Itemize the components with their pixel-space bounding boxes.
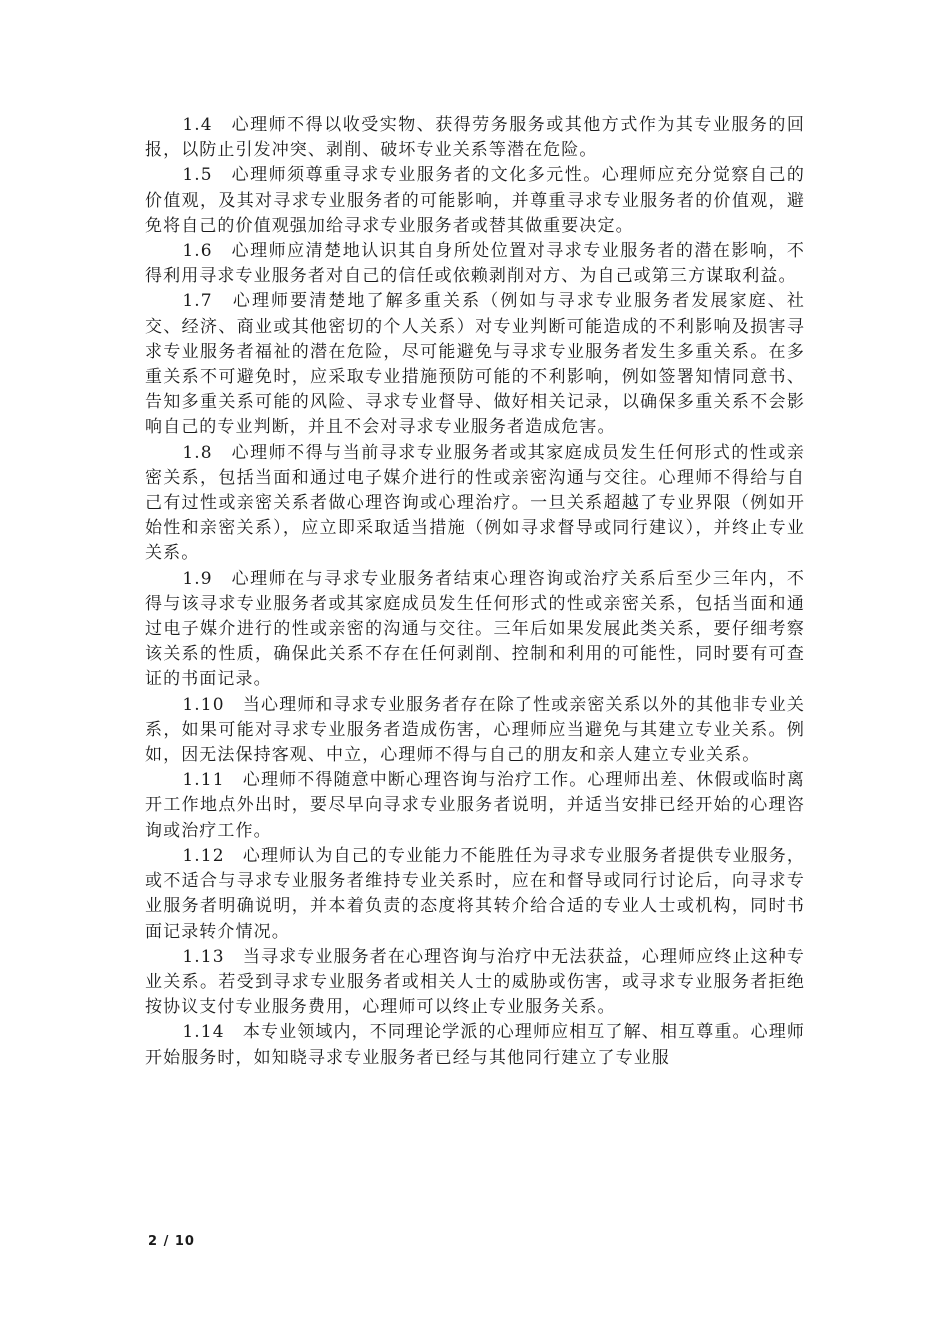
paragraph-1-9: 1.9 心理师在与寻求专业服务者结束心理咨询或治疗关系后至少三年内，不得与该寻求专业服务者或其家庭成员发生任何形式的性或亲密关系，包括当面和通过电子媒介进行的性或亲密的沟通与交往。三年后如果发展此类关系，要仔细考察该关系的性质，确保此关系不存在任何剥削、控制和利用的可能性，同时要有可查证的书面记录。 — [145, 568, 805, 690]
paragraph-1-14: 1.14 本专业领域内，不同理论学派的心理师应相互了解、相互尊重。心理师开始服务时，如知晓寻求专业服务者已经与其他同行建立了专业服 — [145, 1022, 805, 1068]
paragraph-1-12: 1.12 心理师认为自己的专业能力不能胜任为寻求专业服务者提供专业服务，或不适合与寻求专业服务者维持专业关系时，应在和督导或同行讨论后，向寻求专业服务者明确说明，并本着负责的态度将其转介给合适的专业人士或机构，同时书面记录转介情况。 — [145, 845, 805, 942]
paragraph-1-7: 1.7 心理师要清楚地了解多重关系（例如与寻求专业服务者发展家庭、社交、经济、商业或其他密切的个人关系）对专业判断可能造成的不利影响及损害寻求专业服务者福祉的潜在危险，尽可能避免与寻求专业服务者发生多重关系。在多重关系不可避免时，应采取专业措施预防可能的不利影响，例如签署知情同意书、告知多重关系可能的风险、寻求专业督导、做好相关记录，以确保多重关系不会影响自己的专业判断，并且不会对寻求专业服务者造成危害。 — [145, 291, 805, 438]
paragraph-1-6: 1.6 心理师应清楚地认识其自身所处位置对寻求专业服务者的潜在影响，不得利用寻求专业服务者对自己的信任或依赖剥削对方、为自己或第三方谋取利益。 — [145, 241, 805, 287]
paragraph-1-13: 1.13 当寻求专业服务者在心理咨询与治疗中无法获益，心理师应终止这种专业关系。若受到寻求专业服务者或相关人士的威胁或伤害，或寻求专业服务者拒绝按协议支付专业服务费用，心理师可以终止专业服务关系。 — [145, 946, 805, 1018]
paragraph-1-8: 1.8 心理师不得与当前寻求专业服务者或其家庭成员发生任何形式的性或亲密关系，包括当面和通过电子媒介进行的性或亲密沟通与交往。心理师不得给与自己有过性或亲密关系者做心理咨询或心理治疗。一旦关系超越了专业界限（例如开始性和亲密关系），应立即采取适当措施（例如寻求督导或同行建议），并终止专业关系。 — [145, 442, 805, 564]
page-number: 2 / 10 — [148, 1234, 195, 1249]
paragraph-1-5: 1.5 心理师须尊重寻求专业服务者的文化多元性。心理师应充分觉察自己的价值观，及其对寻求专业服务者的可能影响，并尊重寻求专业服务者的价值观，避免将自己的价值观强加给寻求专业服务者或替其做重要决定。 — [145, 165, 805, 236]
paragraph-1-4: 1.4 心理师不得以收受实物、获得劳务服务或其他方式作为其专业服务的回报，以防止引发冲突、剥削、破坏专业关系等潜在危险。 — [145, 115, 805, 161]
paragraph-1-11: 1.11 心理师不得随意中断心理咨询与治疗工作。心理师出差、休假或临时离开工作地点外出时，要尽早向寻求专业服务者说明，并适当安排已经开始的心理咨询或治疗工作。 — [145, 770, 805, 841]
paragraph-1-10: 1.10 当心理师和寻求专业服务者存在除了性或亲密关系以外的其他非专业关系，如果可能对寻求专业服务者造成伤害，心理师应当避免与其建立专业关系。例如，因无法保持客观、中立，心理师不得与自己的朋友和亲人建立专业关系。 — [145, 694, 805, 766]
body-text — [145, 113, 805, 1071]
